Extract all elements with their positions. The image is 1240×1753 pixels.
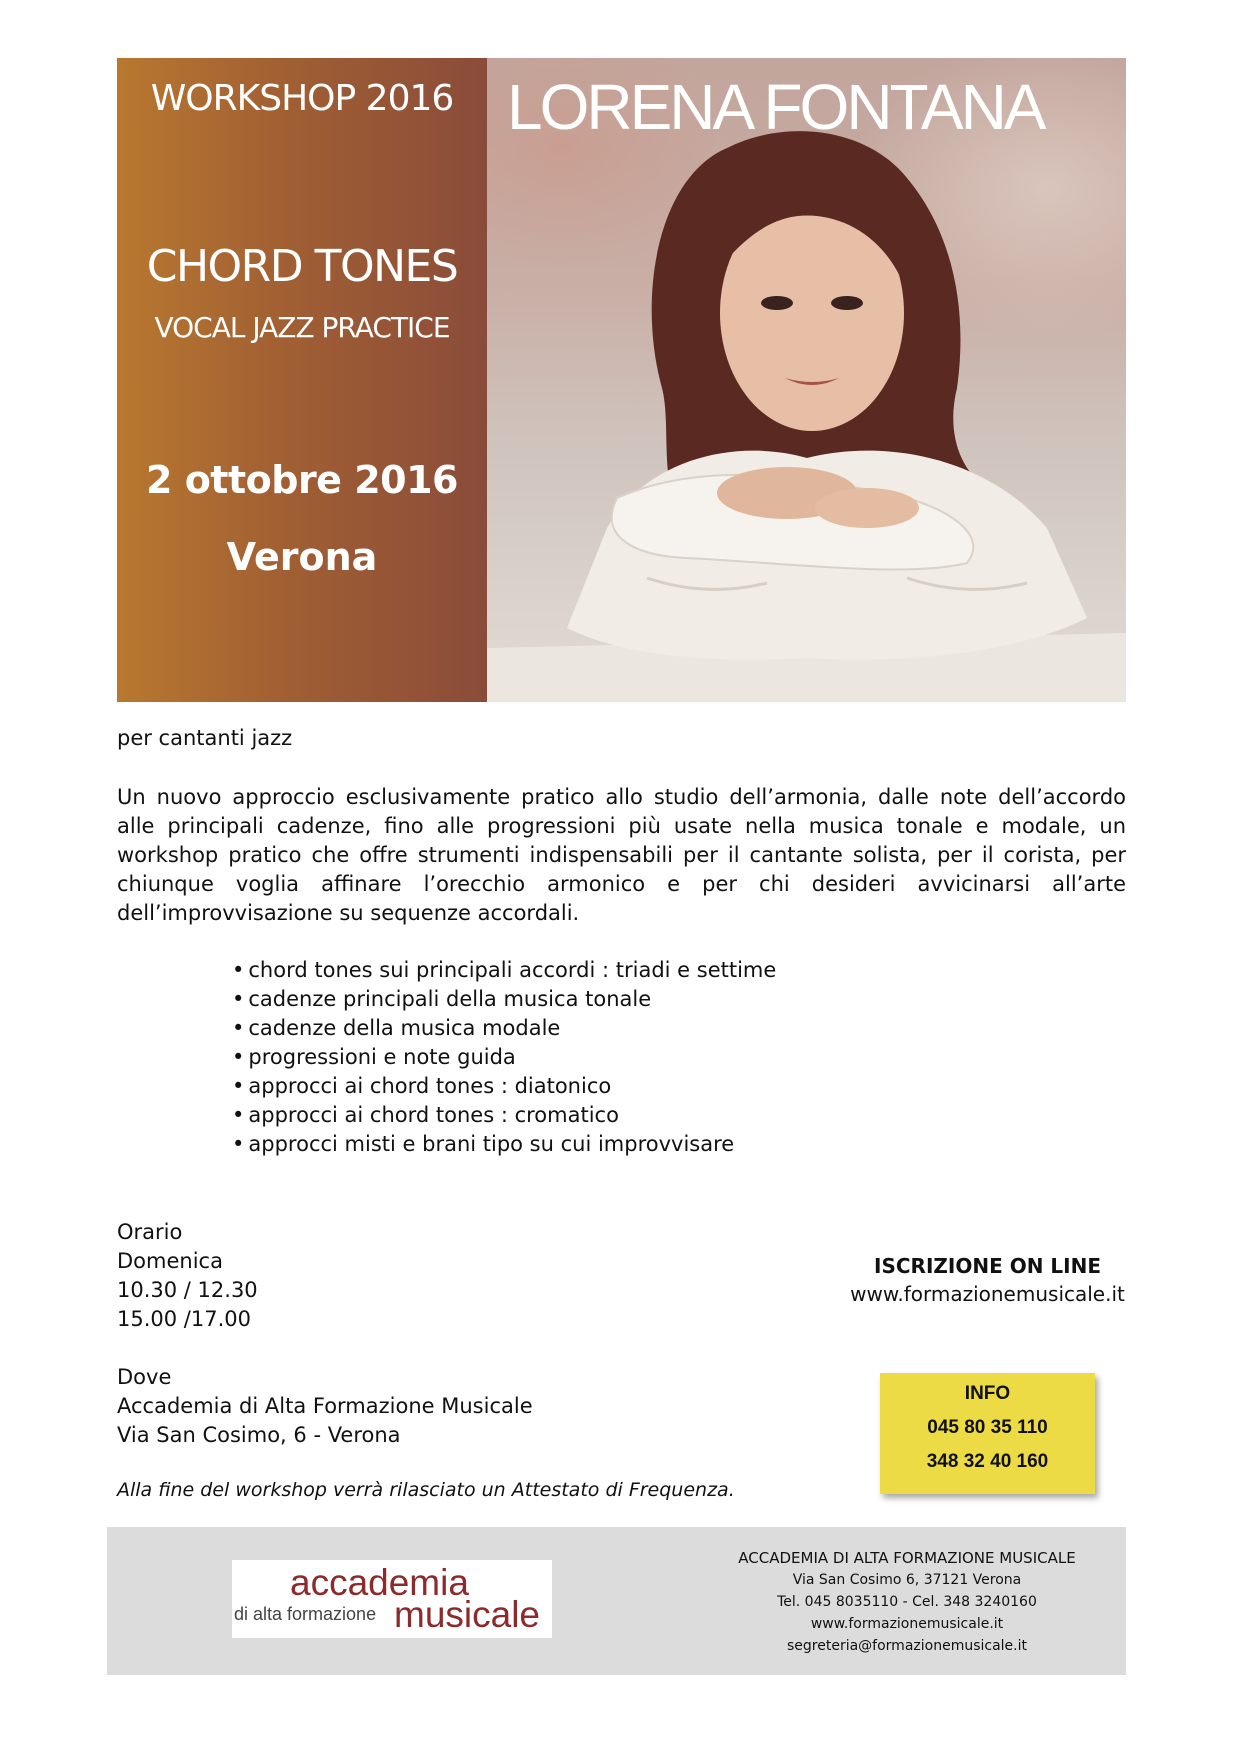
list-item: • progressioni e note guida <box>232 1043 776 1072</box>
footer-phones: Tel. 045 8035110 - Cel. 348 3240160 <box>777 1594 1037 1610</box>
footer-website-link[interactable]: www.formazionemusicale.it <box>810 1616 1004 1632</box>
list-item: • cadenze della musica modale <box>232 1014 776 1043</box>
list-item: • approcci misti e brani tipo su cui improvvisare <box>232 1130 776 1159</box>
location-block <box>117 1363 533 1450</box>
artist-photo <box>487 58 1126 702</box>
list-item: • approcci ai chord tones : diatonico <box>232 1072 776 1101</box>
certificate-note: Alla fine del workshop verrà rilasciato un Attestato di Frequenza. <box>117 1479 735 1501</box>
portrait-illustration <box>487 58 1126 702</box>
schedule-block <box>117 1218 258 1334</box>
target-audience: per cantanti jazz <box>117 726 293 750</box>
info-label: INFO <box>964 1383 1011 1404</box>
event-date: 2 ottobre 2016 <box>146 458 458 502</box>
schedule-label: Orario <box>117 1220 183 1244</box>
footer-address: Via San Cosimo 6, 37121 Verona <box>792 1572 1022 1588</box>
topics-list <box>232 956 776 1159</box>
logo-word-musicale: musicale <box>394 1594 540 1635</box>
schedule-day: Domenica <box>117 1249 223 1273</box>
list-item: • cadenze principali della musica tonale <box>232 985 776 1014</box>
info-box <box>880 1373 1095 1494</box>
list-item: • approcci ai chord tones : cromatico <box>232 1101 776 1130</box>
footer <box>107 1527 1126 1675</box>
event-city: Verona <box>226 535 378 579</box>
footer-email-link[interactable]: segreteria@formazionemusicale.it <box>787 1638 1027 1654</box>
logo-word-formazione: di alta formazione <box>234 1604 377 1624</box>
registration-link[interactable]: www.formazionemusicale.it <box>850 1282 1125 1306</box>
hero-banner <box>117 58 1126 702</box>
artist-name: LORENA FONTANA <box>507 71 1044 143</box>
workshop-year: WORKSHOP 2016 <box>150 78 454 119</box>
location-venue: Accademia di Alta Formazione Musicale <box>117 1394 533 1418</box>
intro-paragraph: Un nuovo approccio esclusivamente pratico allo studio dell’armonia, dalle note dell’accordo alle principali cadenze, fino alle progressioni più usate nella musica tonale e modale, un workshop pratico che offre strumenti indispensabili per il cantante solista, per il corista, per chiunque voglia affinare l’orecchio armonico e per chi desideri avvicinarsi all’arte dell’improvvisazione su sequenze accordali. <box>117 785 1126 925</box>
info-phone-1[interactable]: 045 80 35 110 <box>927 1417 1048 1438</box>
course-subtitle: VOCAL JAZZ PRACTICE <box>154 311 450 344</box>
location-address: Via San Cosimo, 6 - Verona <box>117 1423 401 1447</box>
schedule-slot-morning: 10.30 / 12.30 <box>117 1278 258 1302</box>
list-item: • chord tones sui principali accordi : triadi e settime <box>232 956 776 985</box>
footer-contact <box>717 1547 1097 1657</box>
schedule-slot-afternoon: 15.00 /17.00 <box>117 1307 251 1331</box>
registration-title: ISCRIZIONE ON LINE <box>874 1254 1101 1278</box>
logo-word-accademia: accademia <box>290 1562 469 1603</box>
academy-logo <box>232 1560 552 1638</box>
online-registration <box>820 1254 1155 1306</box>
footer-org-name: ACCADEMIA DI ALTA FORMAZIONE MUSICALE <box>738 1549 1076 1567</box>
course-title: CHORD TONES <box>146 241 458 292</box>
info-phone-2[interactable]: 348 32 40 160 <box>926 1451 1049 1472</box>
hero-info-panel <box>117 58 487 702</box>
location-label: Dove <box>117 1365 172 1389</box>
